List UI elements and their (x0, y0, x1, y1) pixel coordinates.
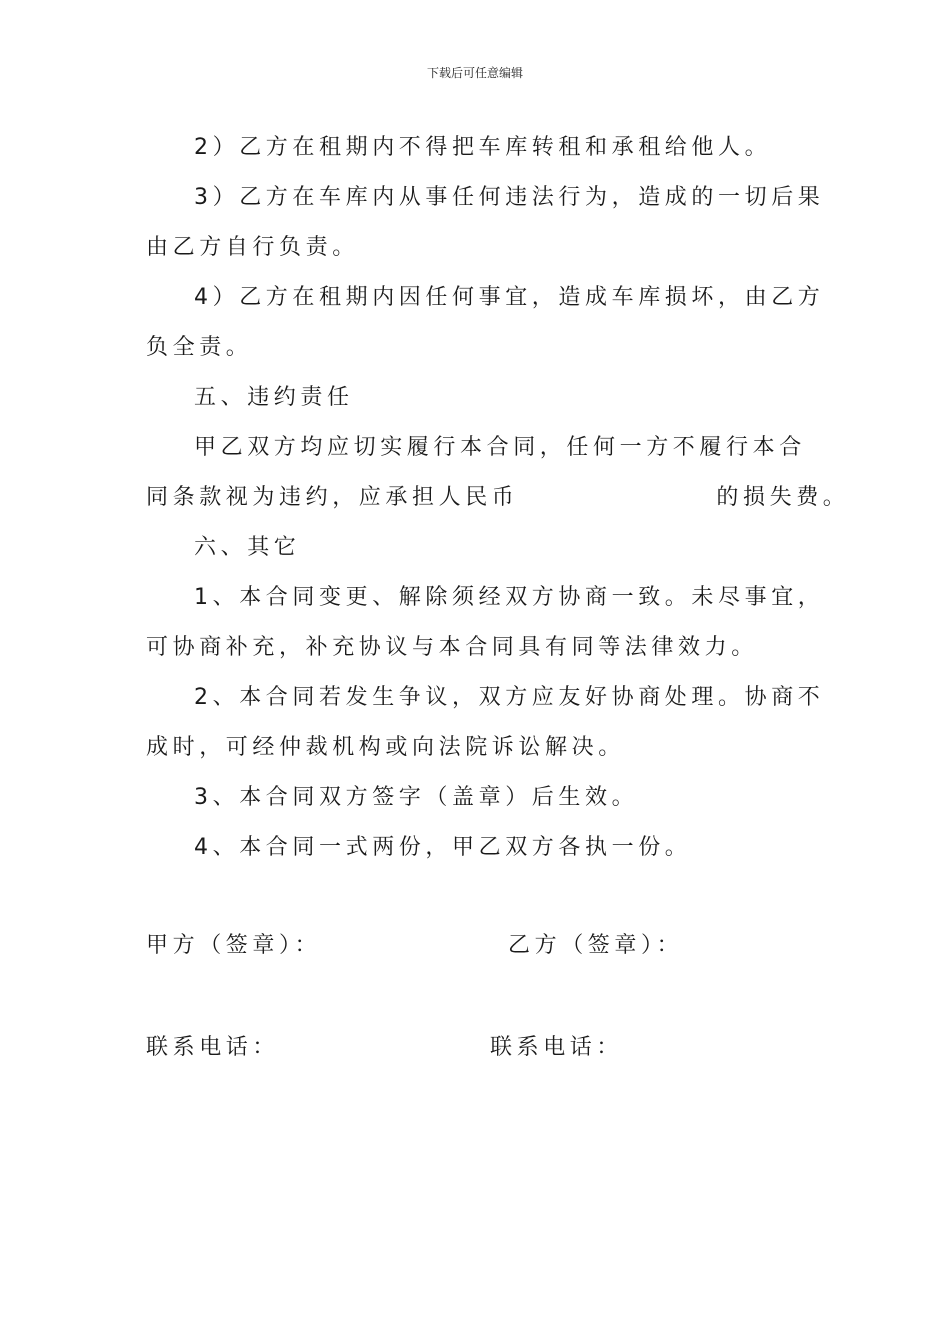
party-a-phone-label: 联系电话： (146, 1035, 280, 1060)
section-6-item-1-line-1: 1、本合同变更、解除须经双方协商一致。未尽事宜， (194, 585, 825, 610)
section-6-item-1-line-2: 可协商补充，补充协议与本合同具有同等法律效力。 (146, 635, 758, 660)
penalty-text-after: 的损失费。 (716, 485, 850, 510)
section-6-item-2-line-2: 成时，可经仲裁机构或向法院诉讼解决。 (146, 735, 625, 760)
party-b-phone-label: 联系电话： (490, 1035, 624, 1060)
penalty-text-before: 同条款视为违约，应承担人民币 (146, 485, 519, 510)
section-6-item-3: 3、本合同双方签字（盖章）后生效。 (194, 785, 639, 810)
section-6-item-2-line-1: 2、本合同若发生争议，双方应友好协商处理。协商不 (194, 685, 825, 710)
section-5-line-1: 甲乙双方均应切实履行本合同，任何一方不履行本合 (194, 435, 806, 460)
section-6-heading: 六、其它 (194, 535, 301, 560)
clause-4-line-1: 4）乙方在租期内因任何事宜，造成车库损坏，由乙方 (194, 285, 825, 310)
party-b-signature-label: 乙方（签章）： (508, 933, 684, 958)
download-editable-note: 下载后可任意编辑 (426, 66, 523, 80)
section-5-line-2 (146, 483, 850, 513)
clause-3-line-1: 3）乙方在车库内从事任何违法行为，造成的一切后果 (194, 185, 825, 210)
clause-2: 2）乙方在租期内不得把车库转租和承租给他人。 (194, 135, 772, 160)
section-6-item-4: 4、本合同一式两份，甲乙双方各执一份。 (194, 835, 692, 860)
section-5-heading: 五、违约责任 (194, 385, 354, 410)
party-a-signature-label: 甲方（签章）： (146, 933, 322, 958)
clause-4-line-2: 负全责。 (146, 335, 253, 360)
clause-3-line-2: 由乙方自行负责。 (146, 235, 359, 260)
